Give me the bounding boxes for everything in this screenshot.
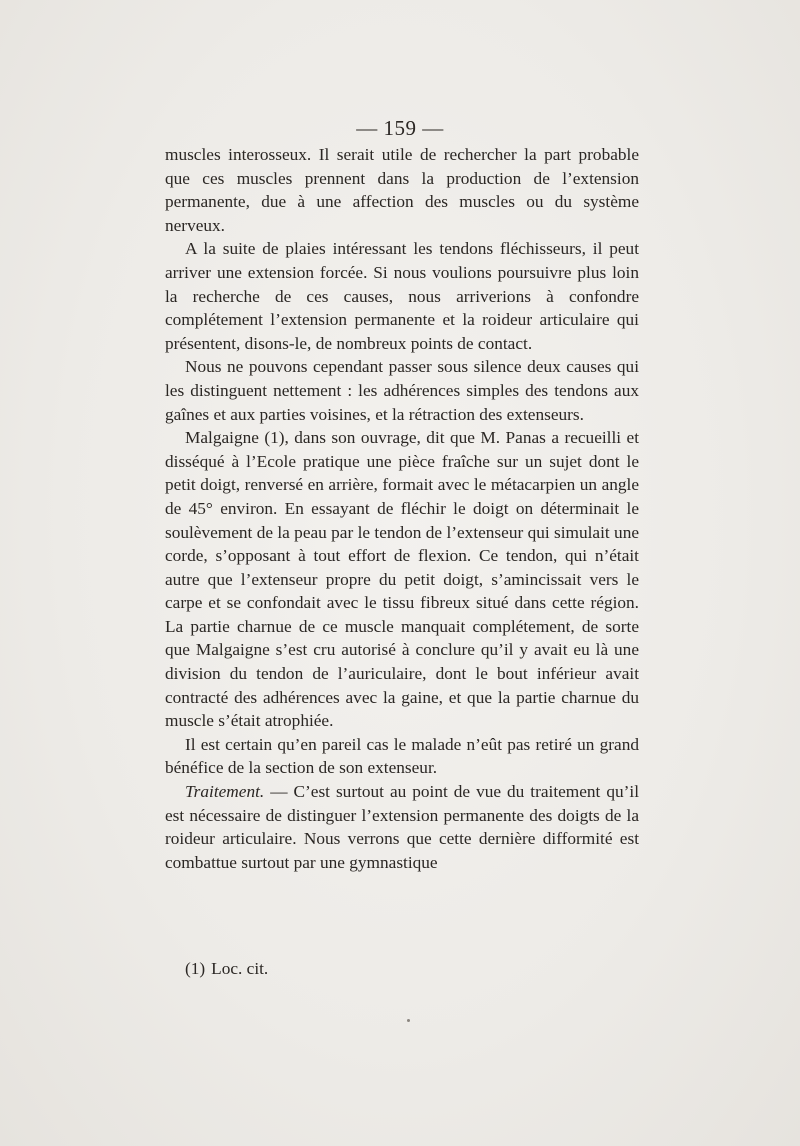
footnote [185,957,268,981]
paragraph-5-text: Il est certain qu’en pareil cas le malade n’eût pas retiré un grand bénéfice de la section de son extenseur. [165,734,639,778]
footnote-mark: (1) [185,959,206,978]
paragraph-3-text: Nous ne pouvons cependant passer sous silence deux causes qui les distinguent nettement : les adhérences simples des tendons aux gaînes et aux parties voisines, et la rétraction des extenseurs. [165,357,639,424]
section-heading-traitement: Traitement. [185,782,265,802]
paragraph-4 [165,426,639,733]
paragraph-1 [165,143,639,237]
paragraph-3 [165,355,639,426]
paper-speck [407,1019,410,1022]
paragraph-6 [165,780,639,874]
paragraph-5 [165,733,639,780]
paragraph-4-text: Malgaigne (1), dans son ouvrage, dit que M. Panas a recueilli et disséqué à l’Ecole pratique une pièce fraîche sur un sujet dont le petit doigt, renversé en arrière, formait avec le métacarpien un angle de 45° environ. En essayant de fléchir le doigt on déterminait le soulèvement de la peau par le tendon de l’extenseur qui simulait une corde, s’opposant à tout effort de flexion. Ce tendon, qui n’était autre que l’extenseur propre du petit doigt, s’amincissait vers le carpe et se confondait avec le tissu fibreux situé dans cette région. La partie charnue de ce muscle manquait complétement, de sorte que Malgaigne s’est cru autorisé à conclure qu’il y avait eu là une division du tendon de l’auriculaire, dont le bout inférieur avait contracté des adhérences avec la gaine, et que la partie charnue du muscle s’était atrophiée. [165,428,639,731]
body-text [165,143,639,874]
paragraph-2-text: A la suite de plaies intéressant les tendons fléchisseurs, il peut arriver une extension forcée. Si nous voulions poursuivre plus loin la recherche de ces causes, nous arriverions à confondre complétement l’extension permanente et la roideur articulaire qui présentent, disons-le, de nombreux points de contact. [165,239,639,353]
footnote-text: Loc. cit. [211,959,269,978]
paragraph-1-text: muscles interosseux. Il serait utile de rechercher la part probable que ces muscles prennent dans la production de l’extension permanente, due à une affection des muscles ou du système nerveux. [165,145,639,235]
page-number: — 159 — [356,116,444,140]
paragraph-6-text: — C’est surtout au point de vue du traitement qu’il est nécessaire de distinguer l’extension permanente des doigts de la roideur articulaire. Nous verrons que cette dernière difformité est combattue surtout par une gymnastique [165,782,639,872]
paragraph-2 [165,237,639,355]
